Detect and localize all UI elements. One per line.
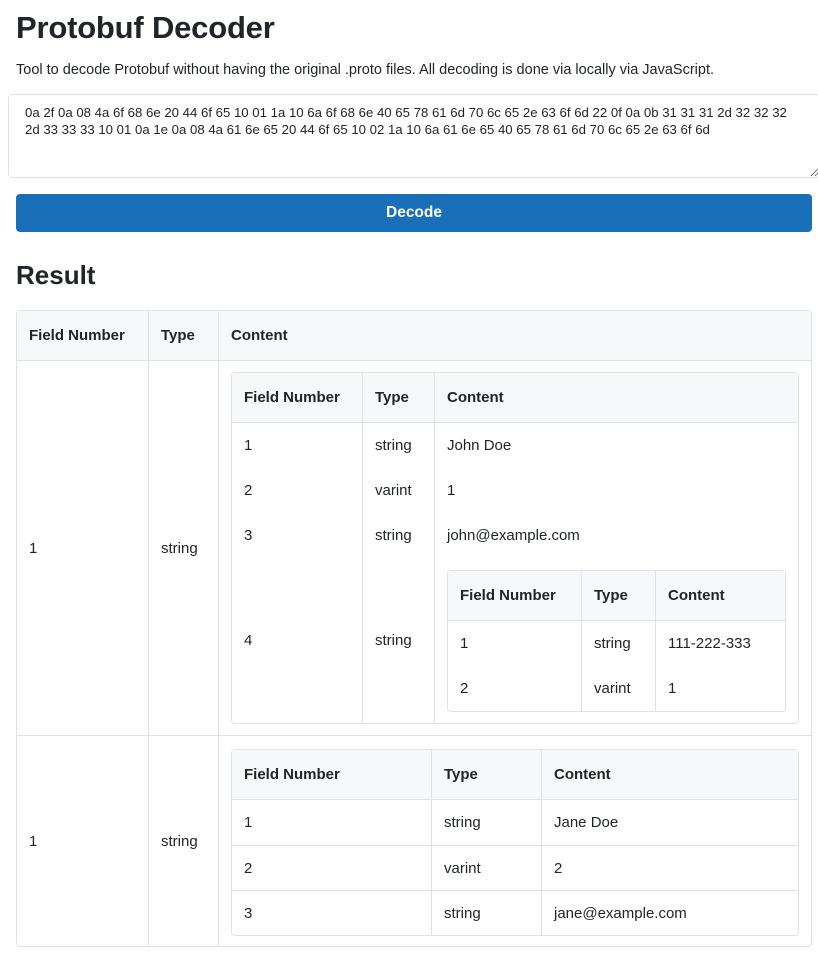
- table-row: [17, 735, 811, 946]
- type-cell: varint: [431, 845, 541, 890]
- content-cell: 1: [434, 468, 798, 513]
- table-row: [232, 845, 798, 890]
- column-header-type: Type: [148, 311, 218, 361]
- type-cell: string: [362, 513, 434, 558]
- table-row: [232, 423, 798, 468]
- table-row: [448, 621, 785, 666]
- result-heading: Result: [16, 260, 96, 290]
- nested-table: [447, 570, 786, 712]
- content-cell: jane@example.com: [541, 890, 798, 935]
- column-header-field-number: Field Number: [17, 311, 148, 361]
- field-number-cell: 1: [17, 735, 148, 946]
- type-cell: string: [431, 890, 541, 935]
- column-header-type: Type: [362, 373, 434, 423]
- column-header-content: Content: [218, 311, 811, 361]
- field-number-cell: 1: [244, 814, 253, 831]
- content-cell: [434, 558, 798, 723]
- field-number-cell: 1: [29, 539, 38, 557]
- table-row: [448, 666, 785, 711]
- column-header-content: Content: [655, 571, 785, 621]
- table-row: [232, 468, 798, 513]
- field-number-cell: 4: [244, 632, 253, 649]
- hex-input[interactable]: [8, 94, 818, 178]
- field-number-cell: 3: [232, 890, 431, 935]
- type-cell: string: [148, 361, 218, 735]
- content-cell: [218, 361, 811, 735]
- content-cell: John Doe: [434, 423, 798, 468]
- type-cell: string: [581, 621, 655, 666]
- nested-table: [231, 749, 799, 936]
- table-row: [232, 890, 798, 935]
- content-cell: Jane Doe: [541, 800, 798, 845]
- field-number-cell: 1: [244, 437, 253, 454]
- page-title: Protobuf Decoder: [16, 10, 275, 45]
- decode-button[interactable]: Decode: [16, 194, 812, 232]
- result-table: [16, 310, 812, 947]
- type-cell: varint: [581, 666, 655, 711]
- nested-table: [231, 372, 799, 724]
- column-header-type: Type: [431, 750, 541, 800]
- table-row: [232, 558, 798, 723]
- type-cell: string: [362, 423, 434, 468]
- type-cell: varint: [362, 468, 434, 513]
- content-cell: 1: [655, 666, 785, 711]
- type-cell: string: [362, 558, 434, 723]
- table-row: [232, 800, 798, 845]
- column-header-content: Content: [434, 373, 798, 423]
- field-number-cell: 2: [244, 482, 253, 499]
- field-number-cell: 2: [232, 845, 431, 890]
- content-cell: 111-222-333: [655, 621, 785, 666]
- field-number-cell: 2: [460, 680, 469, 697]
- content-cell: john@example.com: [434, 513, 798, 558]
- content-cell: [218, 735, 811, 946]
- table-row: [232, 513, 798, 558]
- column-header-field-number: Field Number: [232, 373, 362, 423]
- page-subtitle: Tool to decode Protobuf without having the original .proto files. All decoding is done via locally via JavaScript.: [16, 62, 715, 78]
- table-row: [17, 361, 811, 735]
- content-cell: 2: [541, 845, 798, 890]
- type-cell: string: [431, 800, 541, 845]
- column-header-type: Type: [581, 571, 655, 621]
- column-header-field-number: Field Number: [448, 571, 581, 621]
- column-header-field-number: Field Number: [232, 750, 431, 800]
- column-header-content: Content: [541, 750, 798, 800]
- type-cell: string: [148, 735, 218, 946]
- field-number-cell: 3: [244, 527, 253, 544]
- field-number-cell: 1: [460, 635, 469, 652]
